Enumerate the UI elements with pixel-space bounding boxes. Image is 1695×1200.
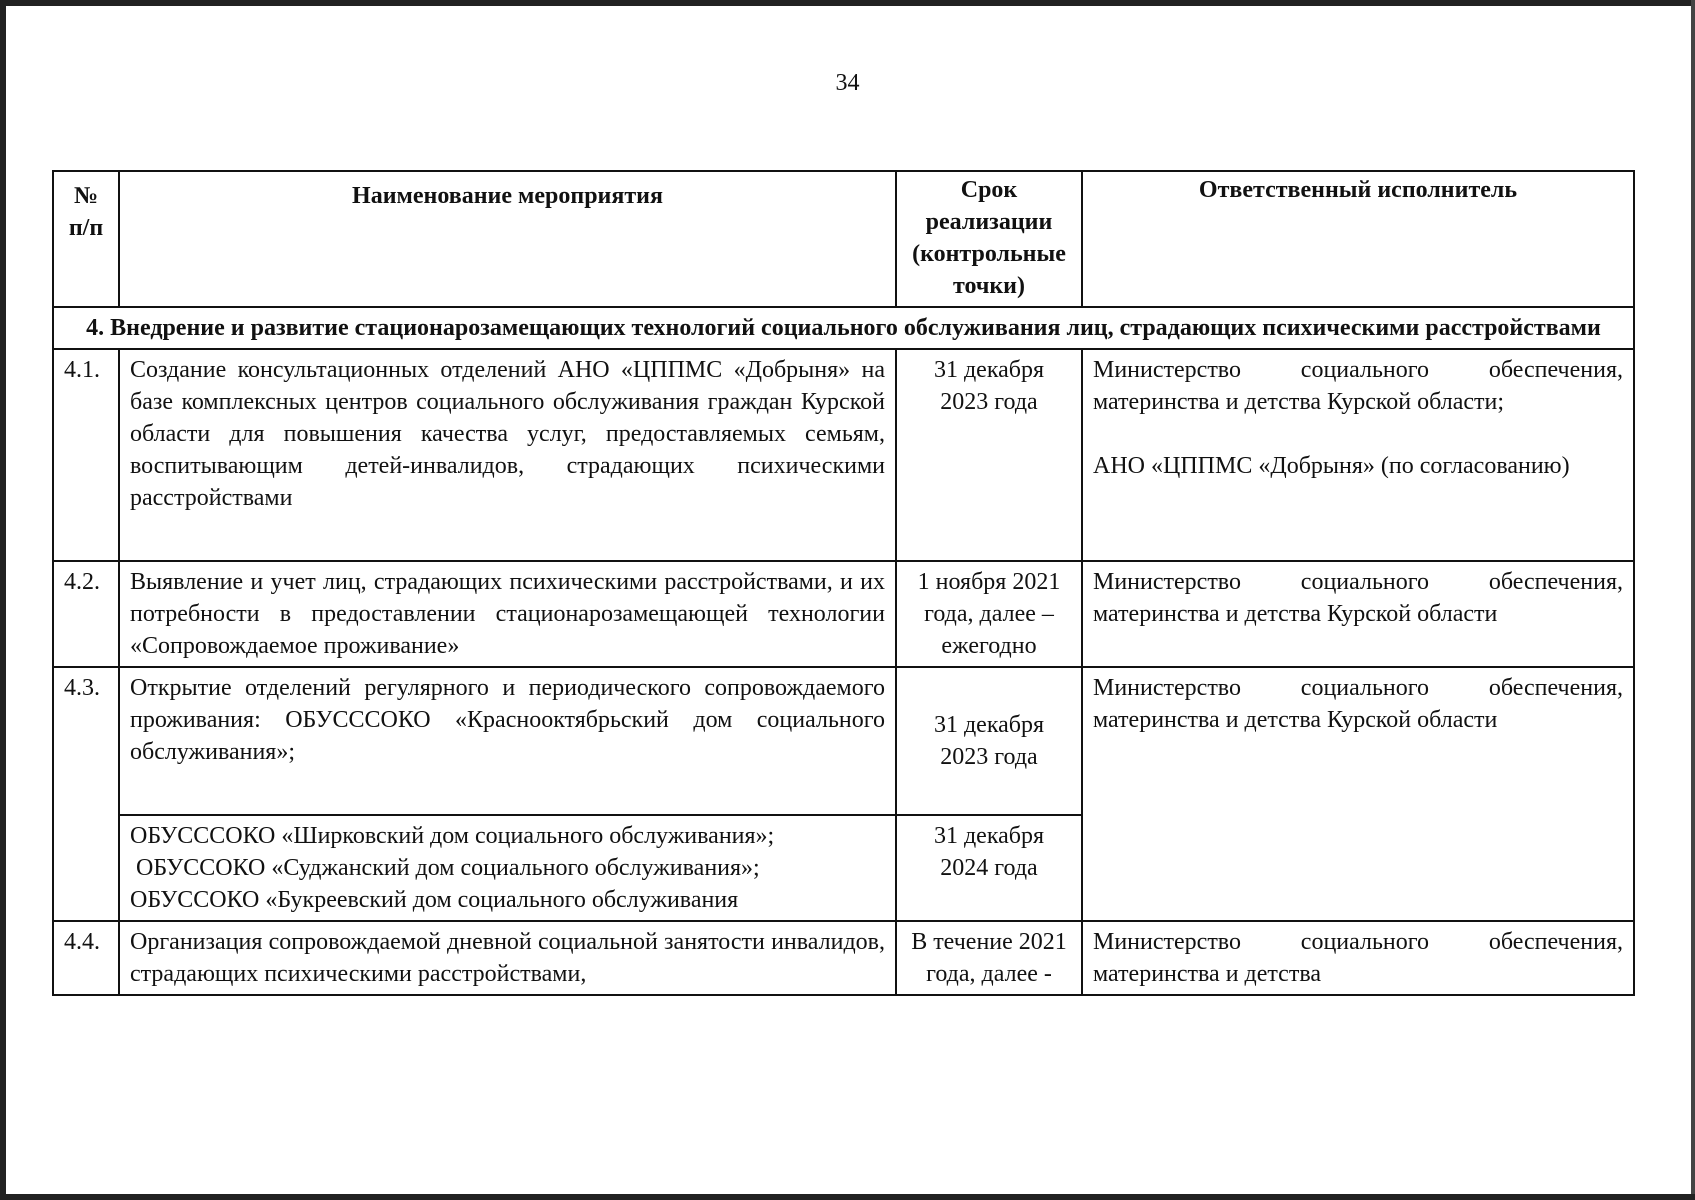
spacer — [1093, 418, 1623, 450]
table-row — [53, 667, 1634, 815]
section-row — [53, 307, 1634, 349]
activity-responsible: Министерство социального обеспечения, материнства и детства — [1082, 921, 1634, 995]
row-number: 4.1. — [53, 349, 119, 561]
activity-name: Создание консультационных отделений АНО «ЦППМС «Добрыня» на базе комплексных центров социального обслуживания граждан Курской области для повышения качества услуг, предоставляемых семьям, воспитывающим детей-инвалидов, страдающих психическими расстройствами — [119, 349, 896, 561]
scan-border-top — [0, 0, 1695, 6]
activity-line: ОБУССОКО «Букреевский дом социального обслуживания — [130, 887, 739, 913]
activity-term: 31 декабря 2024 года — [896, 815, 1082, 921]
activity-term: 31 декабря 2023 года — [896, 667, 1082, 815]
scan-border-right — [1691, 0, 1695, 1200]
scan-border-bottom — [0, 1194, 1695, 1200]
scan-border-left — [0, 0, 6, 1200]
table-row — [53, 561, 1634, 667]
activity-responsible: Министерство социального обеспечения, материнства и детства Курской области — [1082, 561, 1634, 667]
activity-line: ОБУССОКО «Суджанский дом социального обслуживания»; — [136, 855, 760, 881]
activity-term: 1 ноября 2021 года, далее – ежегодно — [896, 561, 1082, 667]
activity-name: Организация сопровождаемой дневной социальной занятости инвалидов, страдающих психическими расстройствами, — [119, 921, 896, 995]
activity-name — [119, 815, 896, 921]
activity-term: В течение 2021 года, далее - — [896, 921, 1082, 995]
activity-responsible: Министерство социального обеспечения, материнства и детства Курской области — [1082, 667, 1634, 921]
activity-line: ОБУСССОКО «Ширковский дом социального обслуживания»; — [130, 823, 775, 849]
table-row — [53, 349, 1634, 561]
header-name: Наименование мероприятия — [119, 171, 896, 307]
page-number: 34 — [835, 70, 860, 96]
header-resp: Ответственный исполнитель — [1082, 171, 1634, 307]
table-header-row — [53, 171, 1634, 307]
row-number: 4.3. — [53, 667, 119, 921]
table-row — [53, 921, 1634, 995]
section-title: 4. Внедрение и развитие стационарозамещающих технологий социального обслуживания лиц, страдающих психическими расстройствами — [53, 307, 1634, 349]
responsible-line: Министерство социального обеспечения, материнства и детства Курской области; — [1093, 357, 1623, 415]
row-number: 4.2. — [53, 561, 119, 667]
activity-name: Открытие отделений регулярного и периодического сопровождаемого проживания: ОБУСССОКО «Краснооктябрьский дом социального обслуживания»; — [119, 667, 896, 815]
header-term: Срок реализации (контрольные точки) — [896, 171, 1082, 307]
activity-name: Выявление и учет лиц, страдающих психическими расстройствами, и их потребности в предоставлении стационарозамещающей технологии «Сопровождаемое проживание» — [119, 561, 896, 667]
responsible-line: АНО «ЦППМС «Добрыня» (по согласованию) — [1093, 453, 1570, 479]
activities-table — [52, 170, 1635, 996]
header-num: № п/п — [53, 171, 119, 307]
row-number: 4.4. — [53, 921, 119, 995]
activity-responsible — [1082, 349, 1634, 561]
activity-term: 31 декабря 2023 года — [896, 349, 1082, 561]
